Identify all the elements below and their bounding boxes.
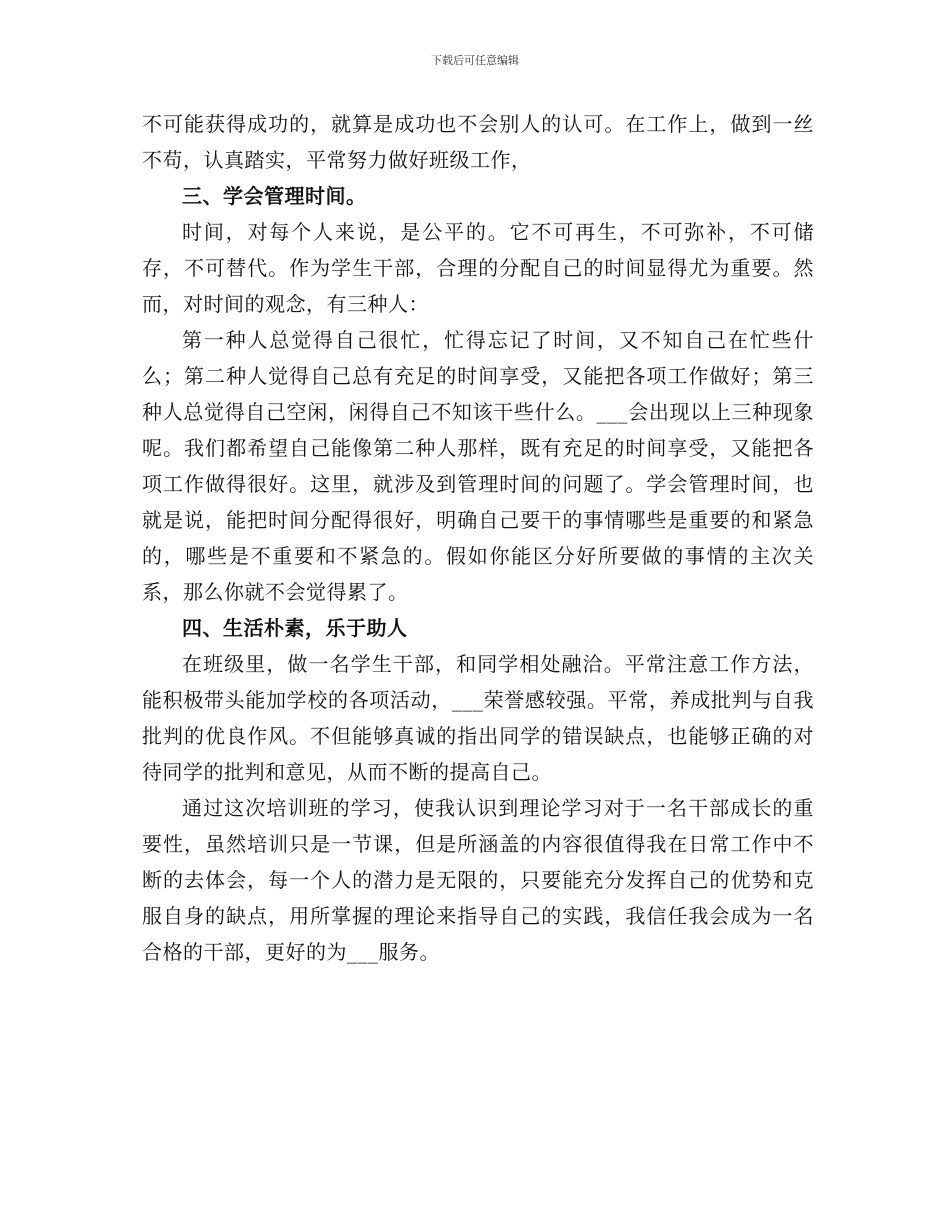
section-heading-simple-living: 四、生活朴素，乐于助人 <box>182 616 408 640</box>
paragraph-class-cadre: 在班级里，做一名学生干部，和同学相处融洽。平常注意工作方法，能积极带头能加学校的各项活动，___荣誉感较强。平常，养成批判与自我批判的优良作风。不但能够真诚的指出同学的错误缺点，也能够正确的对待同学的批判和意见，从而不断的提高自己。 <box>142 652 814 784</box>
document-body <box>142 106 814 970</box>
section-heading-time-management: 三、学会管理时间。 <box>182 184 367 208</box>
paragraph-continuation: 不可能获得成功的，就算是成功也不会别人的认可。在工作上，做到一丝不苟，认真踏实，平常努力做好班级工作， <box>142 112 814 172</box>
page-header: 下载后可任意编辑 <box>431 54 519 67</box>
paragraph-three-types: 第一种人总觉得自己很忙，忙得忘记了时间，又不知自己在忙些什么；第二种人觉得自己总有充足的时间享受，又能把各项工作做好；第三种人总觉得自己空闲，闲得自己不知该干些什么。___会出现以上三种现象呢。我们都希望自己能像第二种人那样，既有充足的时间享受，又能把各项工作做得很好。这里，就涉及到管理时间的问题了。学会管理时间，也就是说，能把时间分配得很好，明确自己要干的事情哪些是重要的和紧急的，哪些是不重要和不紧急的。假如你能区分好所要做的事情的主次关系，那么你就不会觉得累了。 <box>142 328 814 604</box>
paragraph-conclusion: 通过这次培训班的学习，使我认识到理论学习对于一名干部成长的重要性，虽然培训只是一节课，但是所涵盖的内容很值得我在日常工作中不断的去体会，每一个人的潜力是无限的，只要能充分发挥自己的优势和克服自身的缺点，用所掌握的理论来指导自己的实践，我信任我会成为一名合格的干部，更好的为___服务。 <box>142 796 814 964</box>
paragraph-time-intro: 时间，对每个人来说，是公平的。它不可再生，不可弥补，不可储存，不可替代。作为学生干部，合理的分配自己的时间显得尤为重要。然而，对时间的观念，有三种人： <box>142 220 814 316</box>
